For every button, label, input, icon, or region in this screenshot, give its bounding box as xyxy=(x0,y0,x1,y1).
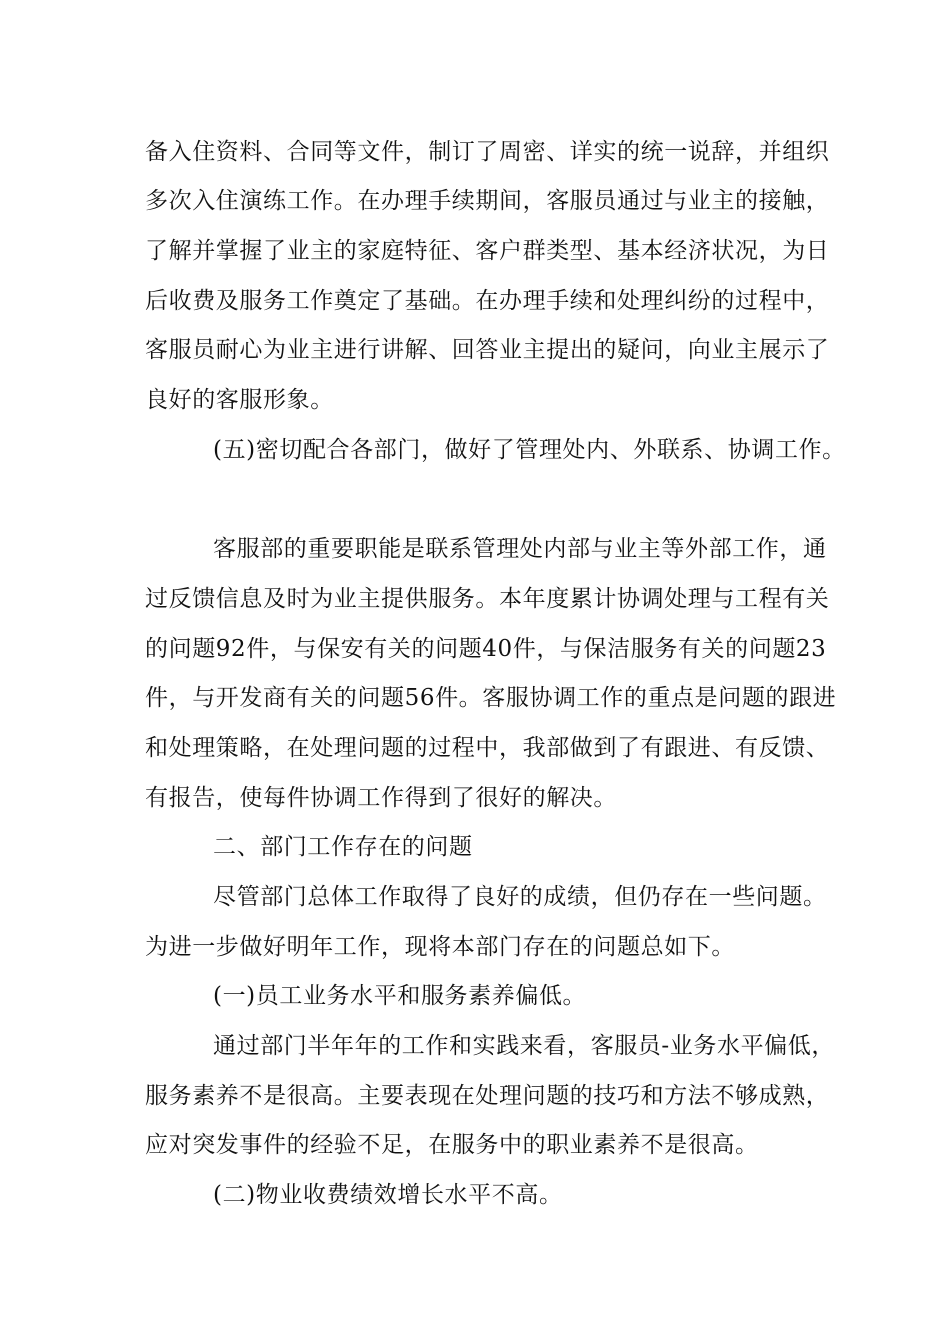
text-line: 为进一步做好明年工作，现将本部门存在的问题总如下。 xyxy=(145,934,735,960)
text-line: 了解并掌握了业主的家庭特征、客户群类型、基本经济状况，为日 xyxy=(145,238,830,264)
text-line: 尽管部门总体工作取得了良好的成绩，但仍存在一些问题。 xyxy=(213,884,827,910)
text-line: 应对突发事件的经验不足，在服务中的职业素养不是很高。 xyxy=(145,1132,759,1158)
text-line: 良好的客服形象。 xyxy=(145,387,334,413)
text-line: 服务素养不是很高。主要表现在处理问题的技巧和方法不够成熟， xyxy=(145,1083,830,1109)
text-line: 客服部的重要职能是联系管理处内部与业主等外部工作，通 xyxy=(213,536,827,562)
text-line: 有报告，使每件协调工作得到了很好的解决。 xyxy=(145,785,617,811)
text-line: 备入住资料、合同等文件，制订了周密、详实的统一说辞，并组织 xyxy=(145,139,830,165)
text-line: 通过部门半年年的工作和实践来看，客服员-业务水平偏低， xyxy=(213,1033,835,1059)
section-heading: (五)密切配合各部门，做好了管理处内、外联系、协调工作。 xyxy=(213,437,846,463)
section-heading: (二)物业收费绩效增长水平不高。 xyxy=(213,1182,563,1208)
text-line: 件，与开发商有关的问题56件。客服协调工作的重点是问题的跟进 xyxy=(145,685,837,711)
text-line: 的问题92件，与保安有关的问题40件，与保洁服务有关的问题23 xyxy=(145,636,827,662)
text-line: 多次入住演练工作。在办理手续期间，客服员通过与业主的接触， xyxy=(145,188,830,214)
text-line: 过反馈信息及时为业主提供服务。本年度累计协调处理与工程有关 xyxy=(145,586,830,612)
section-heading: (一)员工业务水平和服务素养偏低。 xyxy=(213,983,587,1009)
text-line: 客服员耐心为业主进行讲解、回答业主提出的疑问，向业主展示了 xyxy=(145,337,830,363)
text-line: 后收费及服务工作奠定了基础。在办理手续和处理纠纷的过程中， xyxy=(145,288,830,314)
section-heading: 二、部门工作存在的问题 xyxy=(213,834,473,860)
text-line: 和处理策略，在处理问题的过程中，我部做到了有跟进、有反馈、 xyxy=(145,735,830,761)
